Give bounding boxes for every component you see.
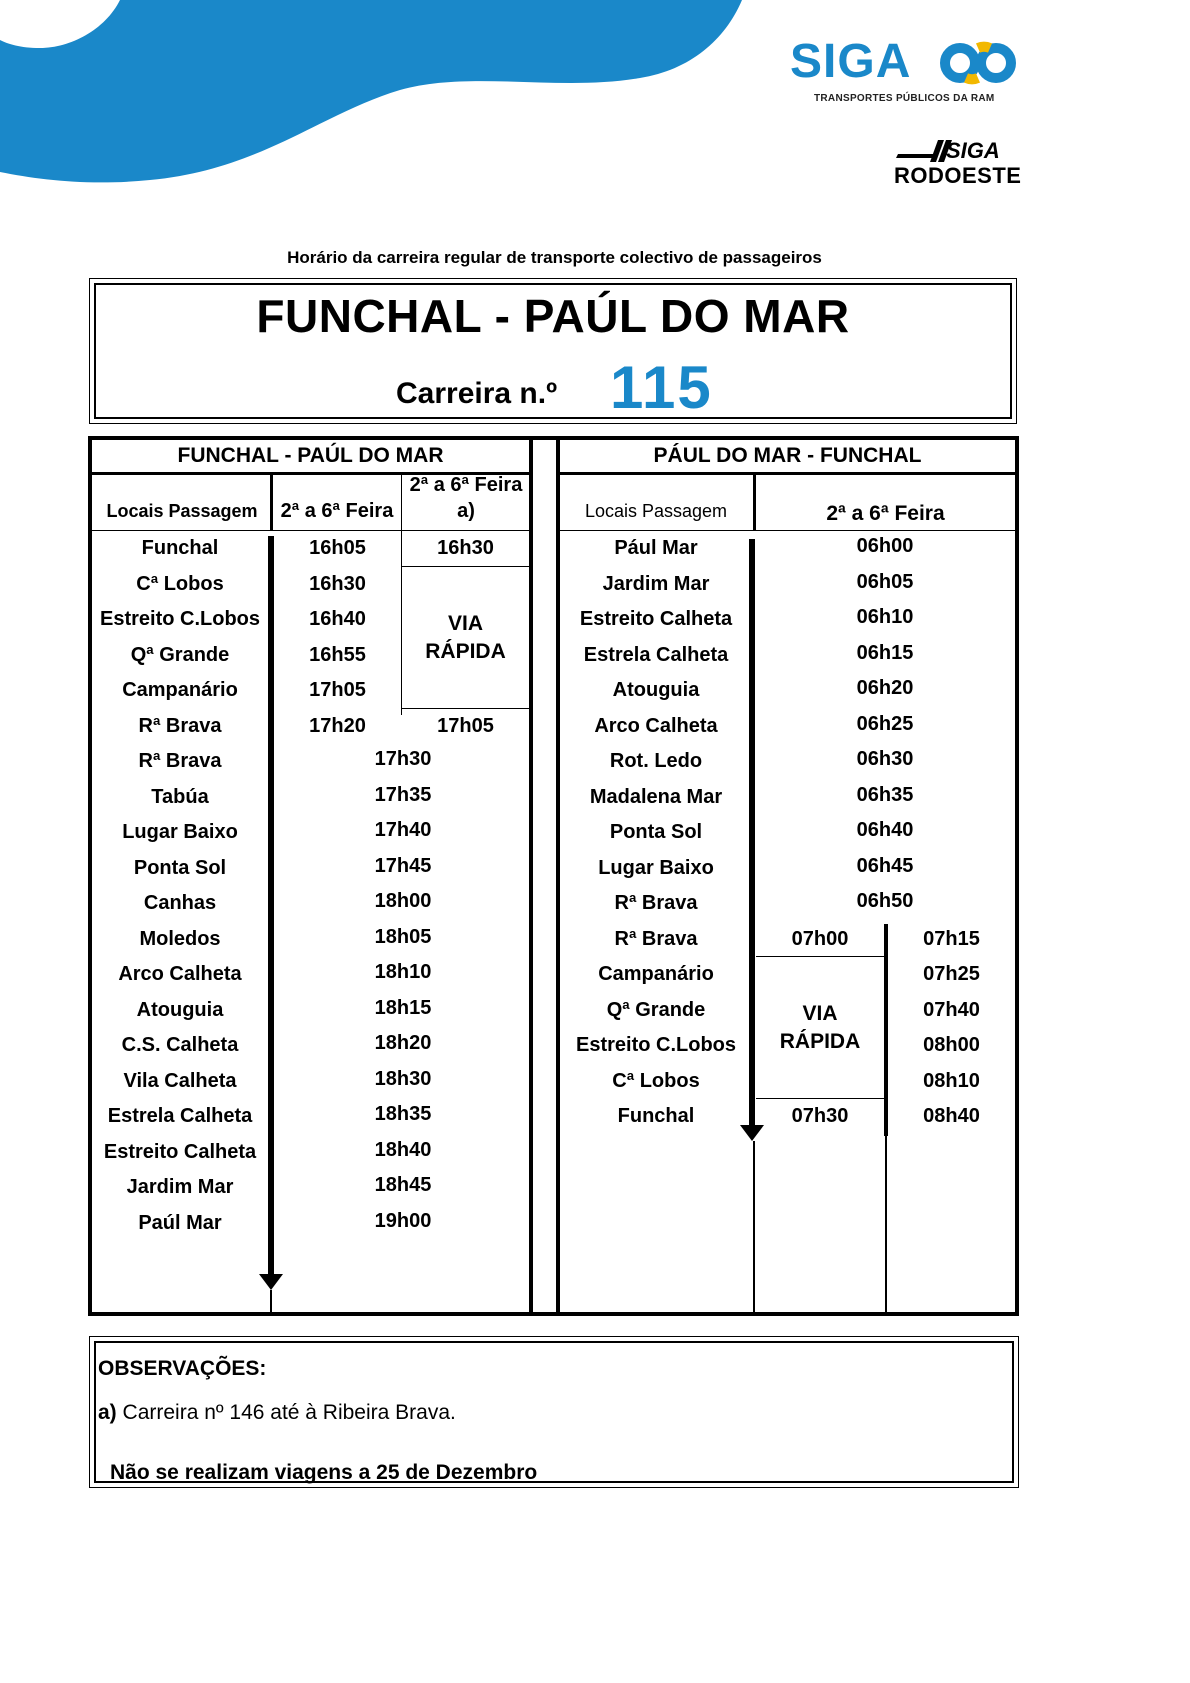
inbound-time: 06h05	[856, 570, 914, 593]
inbound-time: 06h00	[856, 535, 914, 557]
outbound-stop: Rª Brava	[138, 750, 222, 772]
inbound-col-a: 2ª a 6ª Feira	[826, 502, 945, 525]
inbound-via-rapida-1: VIA	[802, 1002, 838, 1025]
outbound-col-b-line2: a)	[457, 500, 475, 522]
outbound-stop: Arco Calheta	[118, 963, 242, 985]
outbound-time: 18h10	[374, 961, 432, 983]
outbound-time-a: 17h20	[309, 714, 366, 737]
outbound-stop: Vila Calheta	[123, 1069, 237, 1092]
outbound-time: 17h30	[374, 748, 432, 770]
inbound-time-right: 08h00	[923, 1034, 980, 1056]
outbound-time: 18h35	[374, 1103, 432, 1125]
inbound-time: 06h30	[856, 748, 914, 770]
outbound-stop: Rª Brava	[138, 714, 222, 737]
inbound-title: PÁUL DO MAR - FUNCHAL	[653, 444, 922, 467]
siga-rodoeste-logo	[894, 138, 1024, 188]
outbound-time-a: 16h55	[309, 643, 366, 666]
inbound-stop: Funchal	[617, 1105, 695, 1127]
outbound-stop: Estreito C.Lobos	[99, 608, 260, 630]
siga-loops-icon	[938, 40, 1024, 86]
inbound-col-stops: Locais Passagem	[584, 501, 728, 521]
outbound-col-a: 2ª a 6ª Feira	[280, 500, 394, 522]
inbound-time-right: 07h15	[923, 927, 980, 950]
inbound-stop: Estreito C.Lobos	[575, 1034, 736, 1056]
inbound-stop: Madalena Mar	[589, 785, 723, 808]
siga-tagline: TRANSPORTES PÚBLICOS DA RAM	[814, 93, 995, 104]
inbound-stop: Atouguia	[612, 679, 700, 701]
outbound-stop: Ponta Sol	[133, 856, 227, 879]
rodoeste-stripes-icon	[894, 140, 954, 164]
outbound-via-rapida-2: RÁPIDA	[425, 640, 506, 663]
inbound-time-left: 07h30	[791, 1105, 849, 1127]
outbound-time-a: 16h30	[309, 572, 366, 595]
siga-logo	[790, 34, 1030, 114]
outbound-stop: Tabúa	[151, 785, 209, 808]
outbound-stop: Paúl Mar	[138, 1211, 222, 1234]
note-marker: a)	[98, 1401, 117, 1424]
inbound-stop: Pául Mar	[614, 537, 698, 559]
outbound-stop: Estrela Calheta	[107, 1105, 253, 1127]
decorative-blue-wave	[0, 0, 760, 190]
inbound-time: 06h35	[856, 783, 914, 806]
observations-title: OBSERVAÇÕES:	[98, 1357, 267, 1380]
inbound-time: 06h50	[856, 890, 914, 912]
document-subtitle: Horário da carreira regular de transporte colectivo de passageiros	[287, 248, 822, 267]
outbound-stop: Funchal	[141, 537, 219, 559]
christmas-notice: Não se realizam viagens a 25 de Dezembro	[110, 1461, 538, 1484]
timetable	[88, 436, 1019, 1316]
inbound-time: 06h15	[856, 641, 914, 664]
inbound-stop: Lugar Baixo	[598, 856, 714, 879]
inbound-time-right: 07h40	[923, 998, 980, 1021]
outbound-time-a: 16h40	[309, 608, 366, 630]
siga-wordmark: SIGA	[790, 35, 912, 88]
outbound-stop: Cª Lobos	[136, 572, 224, 595]
outbound-stop: C.S. Calheta	[121, 1034, 239, 1056]
outbound-time-a: 17h05	[309, 679, 366, 701]
inbound-stop: Arco Calheta	[594, 714, 718, 737]
outbound-time: 19h00	[374, 1209, 432, 1232]
outbound-time: 17h35	[374, 783, 432, 806]
observations-box	[89, 1336, 1019, 1488]
outbound-stop: Lugar Baixo	[122, 821, 238, 843]
route-header-box	[89, 278, 1017, 424]
inbound-stop: Jardim Mar	[602, 572, 710, 595]
outbound-stop: Campanário	[122, 679, 238, 701]
outbound-time: 18h20	[374, 1032, 432, 1054]
inbound-stop: Rª Brava	[614, 927, 698, 950]
inbound-stop: Cª Lobos	[612, 1069, 700, 1092]
note-text: Carreira nº 146 até à Ribeira Brava.	[116, 1401, 456, 1424]
outbound-stop: Jardim Mar	[126, 1176, 234, 1198]
outbound-time: 18h40	[374, 1138, 432, 1161]
inbound-stop: Ponta Sol	[609, 821, 703, 843]
outbound-stop: Qª Grande	[130, 643, 230, 666]
inbound-time: 06h20	[856, 677, 914, 699]
rodoeste-text: RODOESTE	[894, 163, 1022, 188]
outbound-time: 18h00	[374, 890, 432, 912]
outbound-stop: Estreito Calheta	[103, 1140, 257, 1163]
inbound-time-right: 07h25	[923, 963, 980, 985]
inbound-stop: Estreito Calheta	[579, 608, 733, 630]
outbound-stop: Atouguia	[136, 998, 224, 1021]
inbound-stop: Rot. Ledo	[609, 750, 703, 772]
observation-note	[98, 1401, 456, 1425]
outbound-title: FUNCHAL - PAÚL DO MAR	[177, 444, 444, 467]
outbound-col-b-line1: 2ª a 6ª Feira	[409, 474, 523, 496]
inbound-via-rapida-2: RÁPIDA	[779, 1030, 861, 1053]
outbound-stop: Moledos	[139, 927, 221, 950]
outbound-time: 18h05	[374, 925, 432, 948]
inbound-stop: Rª Brava	[614, 892, 698, 914]
rodoeste-siga-text: SIGA	[946, 138, 1000, 163]
outbound-arrow-down-icon	[259, 1274, 283, 1290]
inbound-time-left: 07h00	[791, 927, 849, 950]
inbound-time: 06h10	[856, 606, 914, 628]
inbound-time-right: 08h10	[923, 1069, 980, 1092]
outbound-time: 17h40	[374, 819, 432, 841]
outbound-time-b: 16h30	[437, 537, 494, 559]
carreira-label: Carreira n.º	[396, 377, 558, 410]
outbound-time: 18h45	[374, 1174, 432, 1196]
inbound-stop: Campanário	[598, 963, 714, 985]
inbound-time: 06h40	[856, 819, 914, 841]
inbound-time: 06h45	[856, 854, 914, 877]
inbound-time-right: 08h40	[923, 1105, 980, 1127]
outbound-via-rapida-1: VIA	[447, 612, 483, 635]
route-title: FUNCHAL - PAÚL DO MAR	[256, 290, 850, 342]
carreira-number: 115	[610, 354, 713, 421]
inbound-time: 06h25	[856, 712, 914, 735]
outbound-col-stops: Locais Passagem	[106, 501, 258, 521]
outbound-time-a: 16h05	[309, 537, 366, 559]
outbound-time-b: 17h05	[437, 714, 494, 737]
outbound-time: 18h30	[374, 1067, 432, 1090]
outbound-time: 17h45	[374, 854, 432, 877]
outbound-time: 18h15	[374, 996, 432, 1019]
outbound-stop: Canhas	[143, 892, 217, 914]
inbound-stop: Estrela Calheta	[583, 643, 729, 666]
inbound-stop: Qª Grande	[606, 998, 706, 1021]
